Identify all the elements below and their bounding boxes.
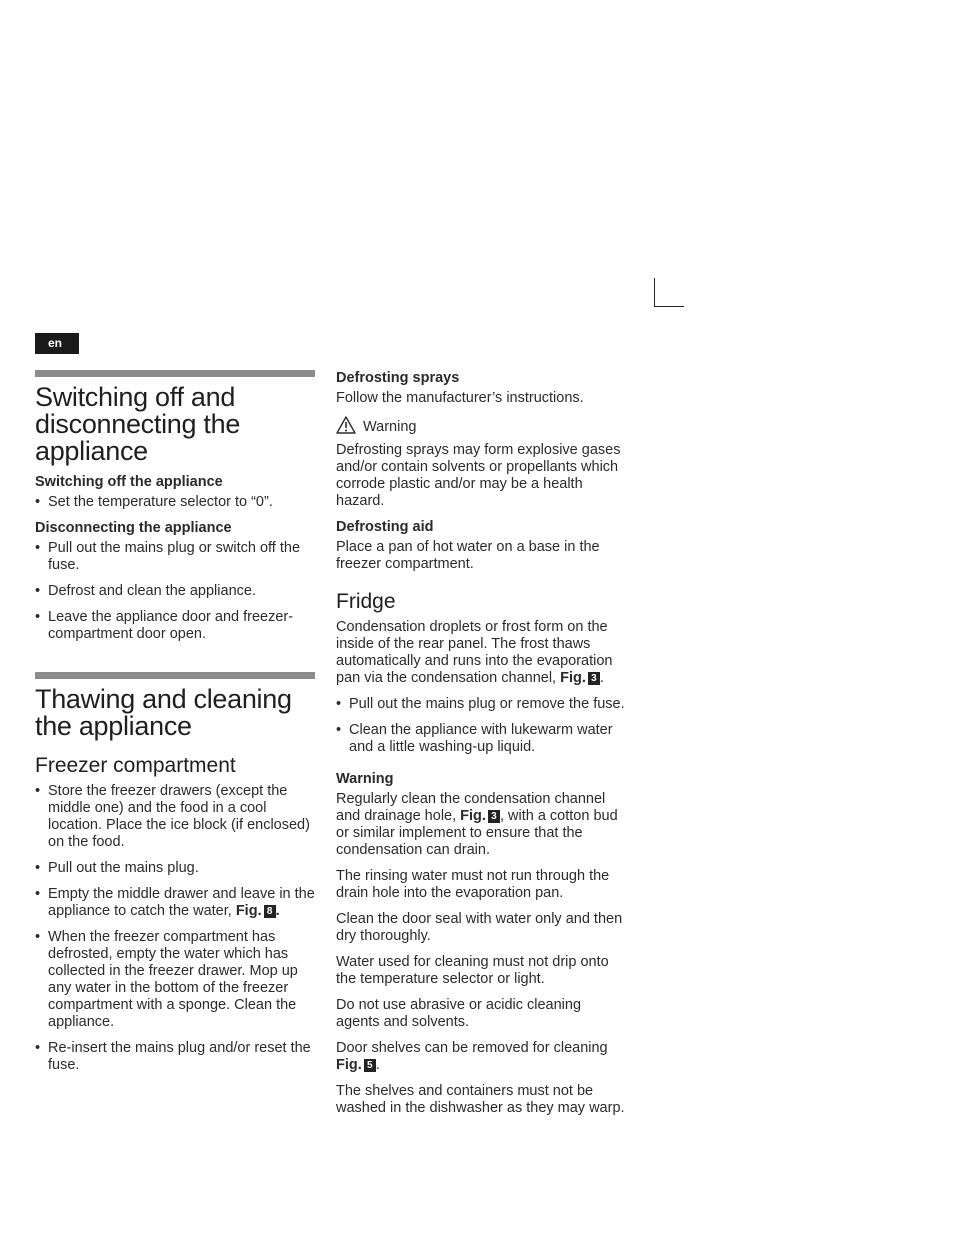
figure-label: Fig.	[235, 903, 262, 919]
figure-label: Fig.	[336, 1057, 362, 1073]
section-title-switching-off: Switching off and disconnecting the appliance	[35, 382, 241, 466]
warning-label-row	[336, 416, 626, 438]
rinsing-paragraph: The rinsing water must not run through the drain hole into the evaporation pan.	[336, 868, 610, 901]
crop-mark	[654, 278, 684, 307]
list-item: • Re-insert the mains plug and/or reset the fuse.	[35, 1040, 315, 1074]
warning-text-2	[336, 791, 626, 859]
list-item-end: .	[275, 903, 280, 919]
warning-text-part: , with a cotton bud or similar implement to ensure that the condensation can drain.	[336, 808, 618, 858]
list-item-text: Empty the middle drawer and leave in the appliance to catch the water,	[48, 886, 315, 919]
left-column	[35, 370, 315, 1083]
list-item: • Defrost and clean the appliance.	[35, 583, 315, 600]
list-item: • Store the freezer drawers (except the middle one) and the food in a cool location. Place the ice block (if enclosed) on the food.	[35, 783, 315, 851]
figure-reference[interactable]	[460, 808, 500, 824]
fridge-heading: Fridge	[336, 590, 396, 613]
middle-column	[336, 370, 626, 1117]
language-tab: en	[35, 333, 79, 354]
disconnecting-heading: Disconnecting the appliance	[35, 520, 232, 536]
figure-reference[interactable]	[560, 670, 600, 686]
cleaning-water-paragraph: Water used for cleaning must not drip onto the temperature selector or light.	[336, 954, 609, 987]
warning-text-part: Regularly clean the condensation channel and drainage hole,	[336, 791, 606, 824]
list-item: • Clean the appliance with lukewarm water and a little washing-up liquid.	[336, 722, 626, 756]
switching-off-heading: Switching off the appliance	[35, 474, 223, 490]
disconnecting-list	[35, 540, 315, 643]
figure-number: 8	[264, 905, 276, 918]
door-shelves-text: Door shelves can be removed for cleaning	[336, 1040, 608, 1056]
switching-off-list	[35, 494, 315, 511]
fridge-text	[336, 619, 626, 687]
fridge-list	[336, 696, 626, 756]
warning-label: Warning	[363, 419, 417, 435]
fridge-text-body: Condensation droplets or frost form on the inside of the rear panel. The frost thaws automatically and runs into the evaporation pan via the condensation channel,	[336, 619, 613, 686]
figure-label: Fig.	[560, 670, 586, 686]
door-seal-paragraph: Clean the door seal with water only and then dry thoroughly.	[336, 911, 623, 944]
section-rule	[35, 672, 315, 679]
freezer-compartment-heading: Freezer compartment	[35, 754, 236, 777]
list-item: • When the freezer compartment has defrosted, empty the water which has collected in the freezer drawer. Mop up any water in the bottom of the freezer compartment with a sponge. Clean the appliance.	[35, 929, 315, 1031]
freezer-list	[35, 783, 315, 1074]
door-shelves-end: .	[375, 1057, 380, 1073]
list-item: • Set the temperature selector to “0”.	[35, 494, 315, 511]
figure-reference[interactable]	[336, 1057, 376, 1073]
figure-number: 5	[364, 1059, 376, 1072]
section-title-thawing: Thawing and cleaning the appliance	[35, 684, 292, 741]
list-item: • Pull out the mains plug or switch off the fuse.	[35, 540, 315, 574]
figure-label: Fig.	[460, 808, 486, 824]
defrosting-aid-text: Place a pan of hot water on a base in the freezer compartment.	[336, 539, 600, 572]
list-item: • Pull out the mains plug or remove the fuse.	[336, 696, 626, 713]
list-item: • Leave the appliance door and freezer-compartment door open.	[35, 609, 315, 643]
warning-triangle-icon	[336, 416, 356, 438]
dishwasher-paragraph: The shelves and containers must not be washed in the dishwasher as they may warp.	[336, 1083, 625, 1116]
section-rule	[35, 370, 315, 377]
defrosting-aid-heading: Defrosting aid	[336, 519, 434, 535]
abrasive-paragraph: Do not use abrasive or acidic cleaning agents and solvents.	[336, 997, 582, 1030]
list-item	[35, 886, 315, 920]
defrosting-sprays-text: Follow the manufacturer’s instructions.	[336, 390, 584, 406]
warning-heading: Warning	[336, 771, 394, 787]
figure-number: 3	[588, 672, 600, 685]
warning-text: Defrosting sprays may form explosive gases and/or contain solvents or propellants which corrode plastic and/or may be a health hazard.	[336, 442, 621, 509]
door-shelves-paragraph	[336, 1040, 626, 1074]
figure-reference[interactable]	[236, 903, 276, 919]
defrosting-sprays-heading: Defrosting sprays	[336, 370, 460, 386]
list-item: • Pull out the mains plug.	[35, 860, 315, 877]
fridge-text-end: .	[599, 670, 604, 686]
figure-number: 3	[488, 810, 500, 823]
